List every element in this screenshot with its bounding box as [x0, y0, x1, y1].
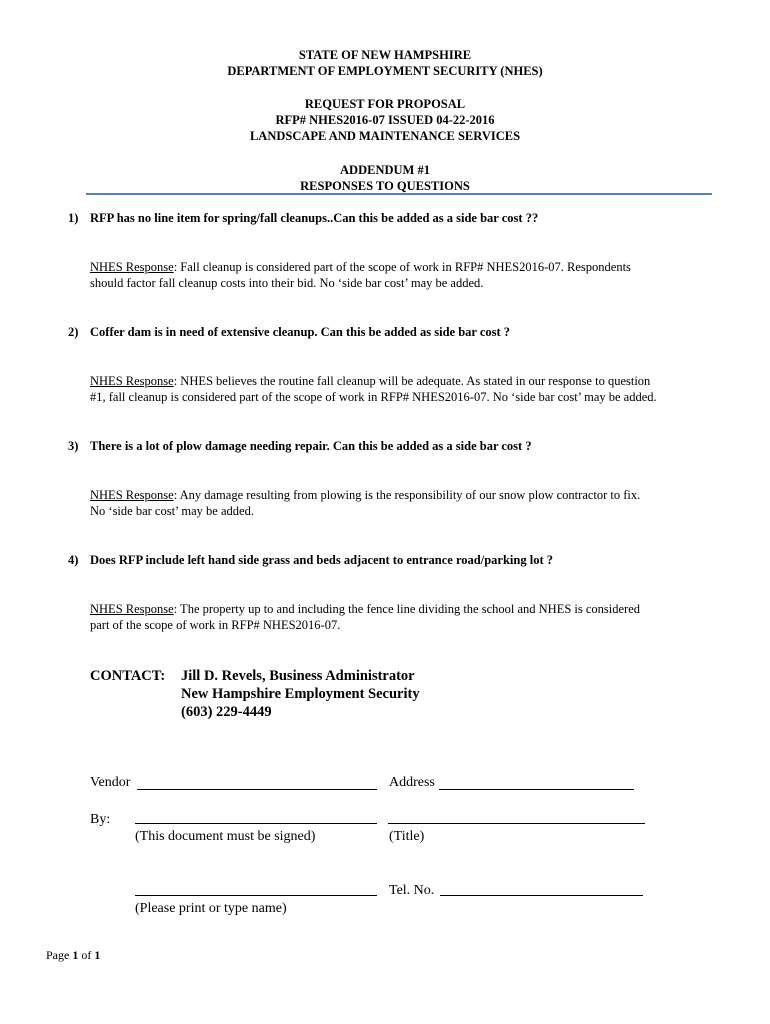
page-current: 1 [72, 948, 79, 962]
question-4 [68, 552, 553, 568]
of-word: of [78, 948, 95, 962]
response-line: : The property up to and including the fence line dividing the school and NHES is considered [173, 602, 641, 616]
response-line: : Fall cleanup is considered part of the scope of work in RFP# NHES2016-07. Respondents [173, 260, 631, 274]
question-text: Does RFP include left hand side grass and beds adjacent to entrance road/parking lot ? [90, 553, 553, 567]
header-divider [86, 193, 712, 195]
title-line[interactable] [388, 823, 645, 824]
title-note: (Title) [389, 829, 425, 844]
question-text: RFP has no line item for spring/fall cleanups..Can this be added as a side bar cost ?? [90, 211, 539, 225]
by-label: By: [90, 812, 111, 827]
question-2 [68, 324, 510, 340]
header-department: DEPARTMENT OF EMPLOYMENT SECURITY (NHES) [227, 64, 543, 78]
signature-line[interactable] [135, 823, 377, 824]
tel-label: Tel. No. [389, 883, 435, 898]
contact-label: CONTACT: [90, 668, 166, 684]
page-word: Page [46, 948, 73, 962]
response-line: #1, fall cleanup is considered part of the scope of work in RFP# NHES2016-07. No ‘side bar cost’ may be added. [90, 390, 657, 404]
response-2 [90, 373, 730, 405]
header-state: STATE OF NEW HAMPSHIRE [298, 48, 472, 62]
question-1 [68, 210, 538, 226]
response-4 [90, 601, 730, 633]
address-line[interactable] [439, 789, 634, 790]
response-3 [90, 487, 730, 519]
response-label: NHES Response [90, 374, 174, 388]
print-name-line[interactable] [135, 895, 377, 896]
contact-org: New Hampshire Employment Security [181, 686, 420, 702]
question-3 [68, 438, 532, 454]
vendor-label: Vendor [90, 775, 131, 790]
signed-note: (This document must be signed) [135, 829, 316, 844]
addendum-title: ADDENDUM #1 [340, 163, 430, 177]
question-number: 2) [68, 325, 79, 339]
question-text: There is a lot of plow damage needing repair. Can this be added as a side bar cost ? [90, 439, 532, 453]
response-1 [90, 259, 730, 291]
rfp-title: REQUEST FOR PROPOSAL [304, 97, 466, 111]
address-label: Address [389, 775, 435, 790]
tel-line[interactable] [440, 895, 643, 896]
question-number: 1) [68, 211, 79, 225]
response-line: should factor fall cleanup costs into their bid. No ‘side bar cost’ may be added. [90, 276, 484, 290]
vendor-signature-line[interactable] [137, 789, 377, 790]
response-line: : Any damage resulting from plowing is the responsibility of our snow plow contractor to fix. [173, 488, 641, 502]
rfp-subject: LANDSCAPE AND MAINTENANCE SERVICES [249, 129, 521, 143]
question-text: Coffer dam is in need of extensive cleanup. Can this be added as side bar cost ? [90, 325, 511, 339]
response-line: part of the scope of work in RFP# NHES2016-07. [90, 618, 341, 632]
contact-name: Jill D. Revels, Business Administrator [181, 668, 415, 684]
response-line: No ‘side bar cost’ may be added. [90, 504, 254, 518]
response-line: : NHES believes the routine fall cleanup will be adequate. As stated in our response to question [173, 374, 651, 388]
rfp-number: RFP# NHES2016-07 ISSUED 04-22-2016 [275, 113, 495, 127]
addendum-subtitle: RESPONSES TO QUESTIONS [300, 179, 470, 193]
page-total: 1 [94, 948, 101, 962]
question-number: 3) [68, 439, 79, 453]
response-label: NHES Response [90, 488, 174, 502]
response-label: NHES Response [90, 260, 174, 274]
page-footer [46, 948, 100, 963]
contact-phone: (603) 229-4449 [181, 704, 272, 720]
response-label: NHES Response [90, 602, 174, 616]
question-number: 4) [68, 553, 79, 567]
print-note: (Please print or type name) [135, 901, 287, 916]
